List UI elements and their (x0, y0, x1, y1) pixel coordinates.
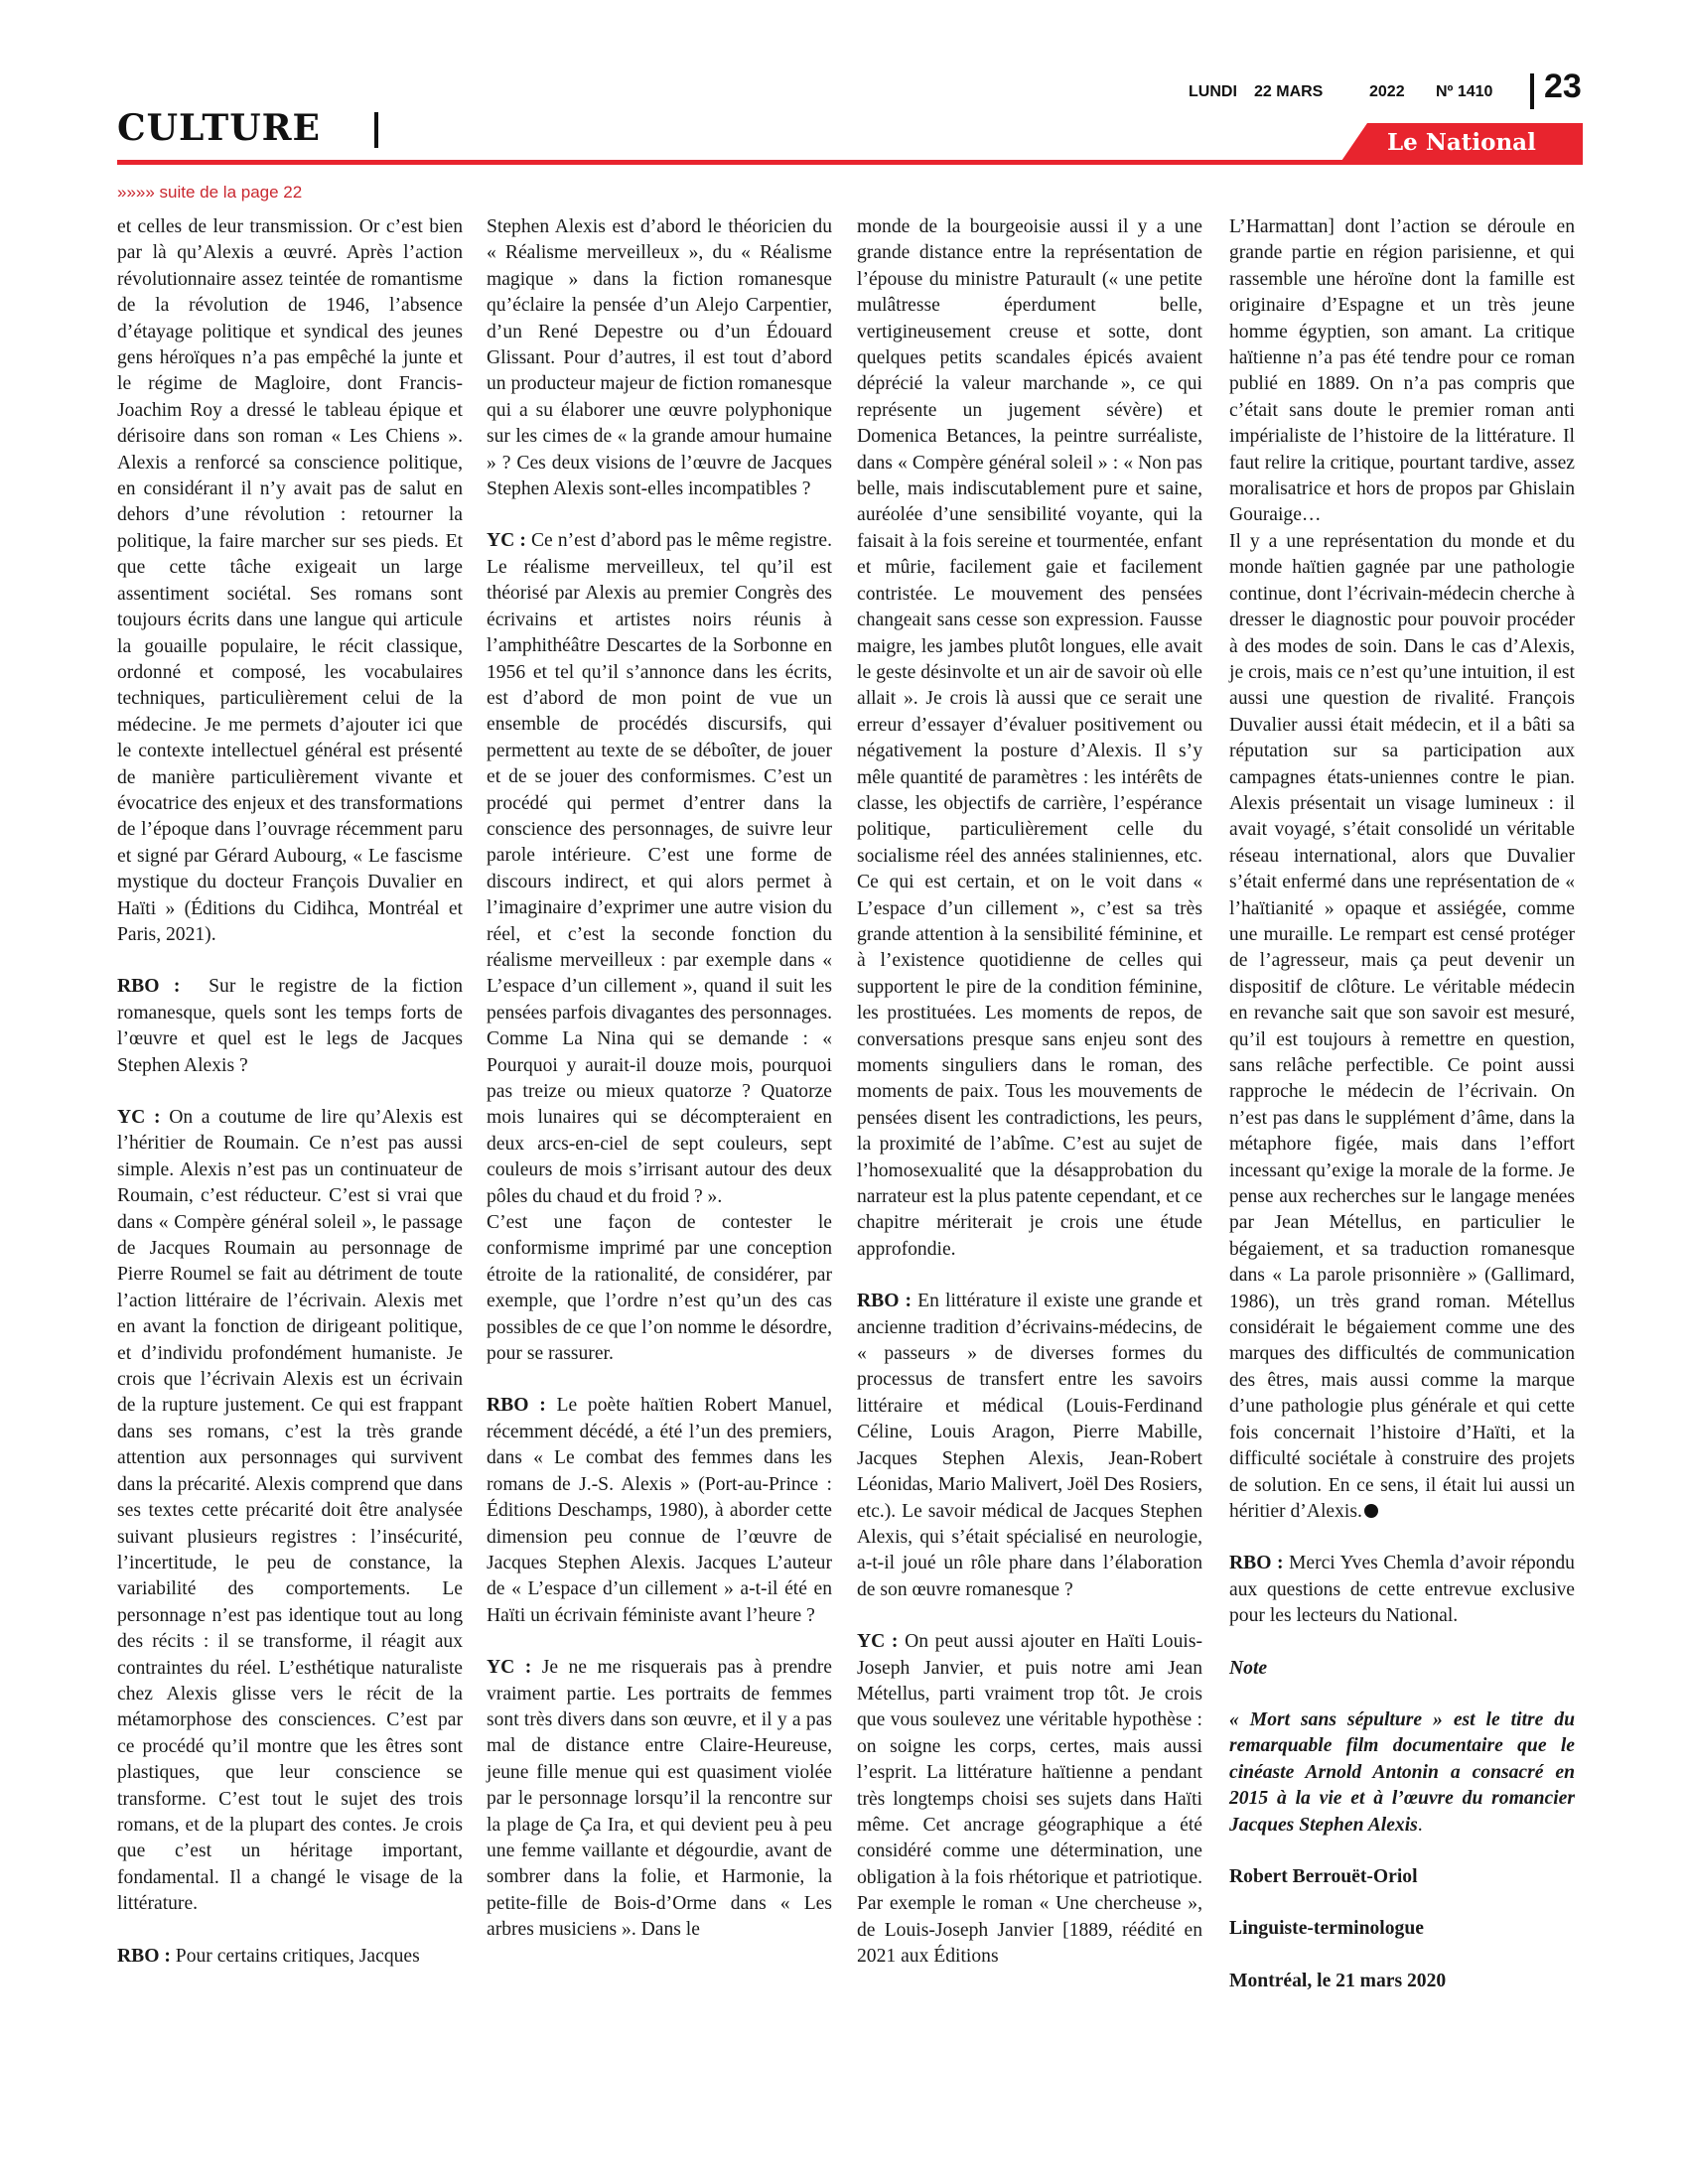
paragraph (1229, 529, 1575, 1525)
byline-title: Linguiste-terminologue (1229, 1918, 1424, 1940)
speaker-label: RBO : (1229, 1553, 1284, 1574)
header-rule (117, 160, 1583, 165)
answer-paragraph (487, 528, 832, 1210)
paragraph-text: Il y a une représentation du monde et du monde haïtien gagnée par une pathologie continue, dont l’écrivain-médecin cherche à dresser le diagnostic pour pouvoir procéder à des modes de soin. Dans le cas d’Alexis, je crois, mais ce n’est qu’une intuition, il est aussi une question de rivalité. François Duvalier aussi était médecin, et il a bâti sa réputation sur sa participation aux campagnes états-uniennes contre le pian. Alexis présentait un visage lumineux : il avait voyagé, s’était consolidé un véritable réseau international, alors que Duvalier s’était enfermé dans une représentation de « l’haïtianité » opaque et assiégée, comme une muraille. Le rempart est censé protéger de l’agresseur, mais ça peut devenir un dispositif de clôture. Le véritable médecin en revanche sait que son savoir est mesuré, qu’il est toujours à remettre en question, sans relâche perfectible. Ce point aussi rapproche le médecin de l’écrivain. On n’est pas dans le supplément d’âme, dans la métaphore figée, mais dans l’effort incessant qu’exige la morale de la forme. Je pense aux recherches sur le langage menées par Jean Métellus, en particulier le bégaiement, et sa traduction romanesque dans « La parole prisonnière » (Gallimard, 1986), un très grand roman. Métellus considérait le bégaiement comme une des marques des difficultés de communication des êtres, mais aussi comme la marque d’une pathologie plus générale et qui cette fois concernait l’histoire d’Haïti, et la difficulté sociétale à construire des projets de solution. En ce sens, il était lui aussi un héritier d’Alexis. (1229, 530, 1575, 1522)
answer-paragraph (487, 1655, 832, 1943)
question-text: Le poète haïtien Robert Manuel, récemment décédé, a été l’un des premiers, dans « Le combat des femmes dans les romans de J.-S. Alexis » (Port-au-Prince : Éditions Deschamps, 1980), à aborder cette dimension peu connue de l’œuvre de Jacques Stephen Alexis. Jacques L’auteur de « L’espace d’un cillement » a-t-il été en Haïti un écrivain féministe avant l’heure ? (487, 1395, 832, 1626)
speaker-label: YC : (117, 1107, 161, 1128)
question-text: Sur le registre de la fiction romanesque, quels sont les temps forts de l’œuvre et quel est le legs de Jacques Stephen Alexis ? (117, 976, 463, 1076)
speaker-label: YC : (857, 1631, 899, 1653)
question-text: En littérature il existe une grande et ancienne tradition d’écrivains-médecins, de « passeurs » de diverses formes du processus de transfert entre les savoirs littéraire et médical (Louis-Ferdinand Céline, Louis Aragon, Pierre Mabille, Jacques Stephen Alexis, Jean-Robert Léonidas, Mario Malivert, Joël Des Rosiers, etc.). Le savoir médical de Jacques Stephen Alexis, qui s’était spécialisé en neurologie, a-t-il joué un rôle phare dans l’élaboration de son œuvre romanesque ? (857, 1291, 1202, 1600)
question-paragraph (117, 974, 463, 1079)
brand-name: Le National (1387, 129, 1536, 156)
article-column-4 (1229, 214, 1575, 2020)
paragraph: L’Harmattan] dont l’action se déroule en grande partie en région parisienne, et qui rassemble une héroïne dont la famille est originaire d’Espagne et un très jeune homme égyptien, son amant. La critique haïtienne n’a pas été tendre pour ce roman publié en 1889. On n’a pas compris que c’était sans doute le premier roman anti impérialiste de l’histoire de la littérature. Il faut relire la critique, pourtant tardive, assez moralisatrice et hors de propos par Ghislain Gouraige… (1229, 216, 1575, 526)
answer-text: On peut aussi ajouter en Haïti Louis-Joseph Janvier, et puis notre ami Jean Métellus, parti vraiment trop tôt. Je crois que vous soulevez une véritable hypothèse : on soigne les corps, certes, mais aussi l’esprit. La littérature haïtienne a pendant très longtemps choisi ses sujets dans Haïti même. Cet ancrage géographique a été considéré comme une détermination, une obligation à la fois rhétorique et patriotique. Par exemple le roman « Une chercheuse », de Louis-Joseph Janvier [1889, réédité en 2021 aux Éditions (857, 1631, 1202, 1967)
section-divider (374, 112, 378, 148)
article-column-1 (117, 214, 463, 1970)
end-of-article-icon (1364, 1504, 1378, 1518)
page-number: 23 (1544, 68, 1582, 105)
speaker-label: RBO : (117, 1945, 171, 1967)
page-number-divider (1530, 73, 1534, 109)
speaker-label: RBO : (857, 1291, 913, 1312)
note-paragraph (1229, 1707, 1575, 1839)
speaker-label: RBO : (487, 1395, 546, 1417)
paragraph: Stephen Alexis est d’abord le théoricien du « Réalisme merveilleux », du « Réalisme magique » dans la fiction romanesque qu’éclaire la pensée d’un Alejo Carpentier, d’un René Depestre ou d’un Édouard Glissant. Pour d’autres, il est tout d’abord un producteur majeur de fiction romanesque qui a su élaborer une œuvre polyphonique sur les cimes de « la grande amour humaine » ? Ces deux visions de l’œuvre de Jacques Stephen Alexis sont-elles incompatibles ? (487, 216, 832, 500)
section-title: CULTURE (117, 107, 321, 149)
byline-name: Robert Berrouët-Oriol (1229, 1865, 1418, 1887)
question-paragraph (857, 1289, 1202, 1603)
issue-number: Nº 1410 (1436, 83, 1493, 100)
date-day-month: 22 MARS (1254, 83, 1324, 100)
note-heading: Note (1229, 1657, 1268, 1679)
note-end: . (1417, 1814, 1423, 1836)
question-text: Merci Yves Chemla d’avoir répondu aux questions de cette entrevue exclusive pour les lecteurs du National. (1229, 1553, 1575, 1627)
speaker-label: YC : (487, 530, 526, 552)
byline-place-date: Montréal, le 21 mars 2020 (1229, 1970, 1447, 1991)
question-paragraph (1229, 1551, 1575, 1629)
continuation-link[interactable]: »»»» suite de la page 22 (117, 183, 303, 202)
paragraph: et celles de leur transmission. Or c’est bien par là qu’Alexis a œuvré. Après l’action révolutionnaire assez teintée de romantisme de la révolution de 1946, l’absence d’étayage politique et syndical des jeunes gens héroïques n’a pas empêché la junte et le régime de Magloire, dont Francis-Joachim Roy a dressé le tableau épique et dérisoire dans son roman « Les Chiens ». Alexis a renforcé sa conscience politique, en considérant il n’y avait pas de salut en dehors d’une révolution : retourner la politique, la faire marcher sur ses pieds. Et que cette tâche exigeait un large assentiment sociétal. Ses romans sont toujours écrits dans une langue qui articule la gouaille populaire, le récit classique, ordonné et composé, les vocabulaires techniques, particulièrement celui de la médecine. Je me permets d’ajouter ici que le contexte intellectuel général est présenté de manière particulièrement vivante et évocatrice des enjeux et des transformations de l’époque dans l’ouvrage récemment paru et signé par Gérard Aubourg, « Le fascisme mystique du docteur François Duvalier en Haïti » (Éditions du Cidihca, Montréal et Paris, 2021). (117, 216, 463, 945)
paragraph: monde de la bourgeoisie aussi il y a une grande distance entre la représentation de l’épouse du ministre Paturault (« une petite mulâtresse éperdument belle, vertigineusement creuse et sotte, dont quelques petits scandales épicés avaient déprécié la valeur marchande », ce qui représente un jugement sévère) et Domenica Betances, la peintre surréaliste, dans « Compère général soleil » : « Non pas belle, mais indiscutablement pure et saine, auréolée d’une sensibilité voyante, qui la faisait à la fois sereine et tourmentée, enfant et mûrie, facilement gaie et facilement contristée. Le mouvement des pensées changeait sans cesse son expression. Fausse maigre, les jambes plutôt longues, elle avait le geste désinvolte et un air de savoir où elle allait ». Je crois là aussi que ce serait une erreur d’essayer d’évaluer positivement ou négativement la posture d’Alexis. Il s’y mêle quantité de paramètres : les intérêts de classe, les objectifs de carrière, l’espérance politique, particulièrement celle du socialisme réel des années staliniennes, etc. Ce qui est certain, et on le voit dans « L’espace d’un cillement », c’est sa très grande attention à la sensibilité féminine, et à l’existence quotidienne de celles qui supportent le pire de la condition féminine, les prostituées. Les moments de repos, de conversations presque sans enjeu sont des moments singuliers dans le roman, des moments de paix. Tous les mouvements de pensées disent les contradictions, les peurs, la proximité de l’abîme. C’est au sujet de l’homosexualité que la désapprobation du narrateur est la plus patente cependant, et ce chapitre mériterait je crois une étude approfondie. (857, 216, 1202, 1260)
note-text: « Mort sans sépulture » est le titre du remarquable film documentaire que le cinéaste Arnold Antonin a consacré en 2015 à la vie et à l’œuvre du romancier Jacques Stephen Alexis (1229, 1708, 1575, 1836)
date-year: 2022 (1369, 83, 1405, 100)
question-paragraph (487, 1393, 832, 1629)
answer-text: On a coutume de lire qu’Alexis est l’héritier de Roumain. Ce n’est pas aussi simple. Alexis n’est pas un continuateur de Roumain, c’est réducteur. C’est si vrai que dans « Compère général soleil », le passage de Jacques Roumain au personnage de Pierre Roumel se fait au détriment de toute l’action littéraire de l’écrivain. Alexis met en avant la fonction de dirigeant politique, et d’individu profondément humaniste. Je crois que l’écrivain Alexis est un écrivain de la rupture justement. Ce qui est frappant dans ses romans, c’est la très grande attention aux personnages qui survivent dans la précarité. Alexis comprend que dans ses textes cette précarité doit être analysée suivant plusieurs registres : l’insécurité, l’incertitude, le peu de constance, la variabilité des comportements. Le personnage n’est pas identique tout au long des récits : il se transforme, il réagit aux contraintes du réel. L’esthétique naturaliste chez Alexis glisse vers le récit de la métamorphose des consciences. C’est par ce procédé qu’il montre que les êtres sont plastiques, que leur conscience se transforme. C’est tout le sujet des trois romans, et de la plupart des contes. Je crois que c’est un héritage important, fondamental. Il a changé le visage de la littérature. (117, 1107, 463, 1915)
question-paragraph (117, 1944, 463, 1970)
answer-text: Je ne me risquerais pas à prendre vraiment partie. Les portraits de femmes sont très divers dans son œuvre, et il y a pas mal de distance entre Claire-Heureuse, jeune fille menue qui est quasiment violée par le personnage lorsqu’il la rencontre sur la plage de Ça Ira, et qui devient peu à peu une femme vaillante et dégourdie, avant de sombrer dans la folie, et Harmonie, la petite-fille de Bois-d’Orme dans « Les arbres musiciens ». Dans le (487, 1657, 832, 1941)
answer-paragraph (117, 1105, 463, 1918)
question-text: Pour certains critiques, Jacques (175, 1945, 420, 1967)
article-column-2 (487, 214, 832, 1944)
article-column-3 (857, 214, 1202, 1970)
answer-text: Ce n’est d’abord pas le même registre. Le réalisme merveilleux, tel qu’il est théorisé par Alexis au premier Congrès des écrivains et artistes noirs réunis à l’amphithéâtre Descartes de la Sorbonne en 1956 et tel qu’il s’annonce dans les écrits, est d’abord de mon point de vue un ensemble de procédés discursifs, qui permettent au texte de se déboîter, de jouer et de se jouer des conformismes. C’est un procédé qui permet d’entrer dans la conscience des personnages, de suivre leur parole intérieure. C’est une forme de discours indirect, et qui alors permet à l’imaginaire d’exprimer une autre vision du réel, et c’est la seconde fonction du réalisme merveilleux : par exemple dans « L’espace d’un cillement », quand il suit les pensées parfois divagantes des personnages. Comme La Nina qui se demande : « Pourquoi y aurait-il douze mois, pourquoi pas treize ou mieux quatorze ? Quatorze mois lunaires qui se décompteraient en deux arcs-en-ciel de sept couleurs, sept couleurs de mois s’irrisant autour des deux pôles du chaud et du froid ? ». (487, 530, 832, 1207)
speaker-label: YC : (487, 1657, 532, 1679)
speaker-label: RBO : (117, 976, 181, 998)
paragraph: C’est une façon de contester le conformisme imprimé par une conception étroite de la rationalité, de considérer, par exemple, que l’ordre n’est qu’un des cas possibles de ce que l’on nomme le désordre, pour se rassurer. (487, 1212, 832, 1365)
date-day: LUNDI (1189, 83, 1237, 100)
answer-paragraph (857, 1629, 1202, 1970)
